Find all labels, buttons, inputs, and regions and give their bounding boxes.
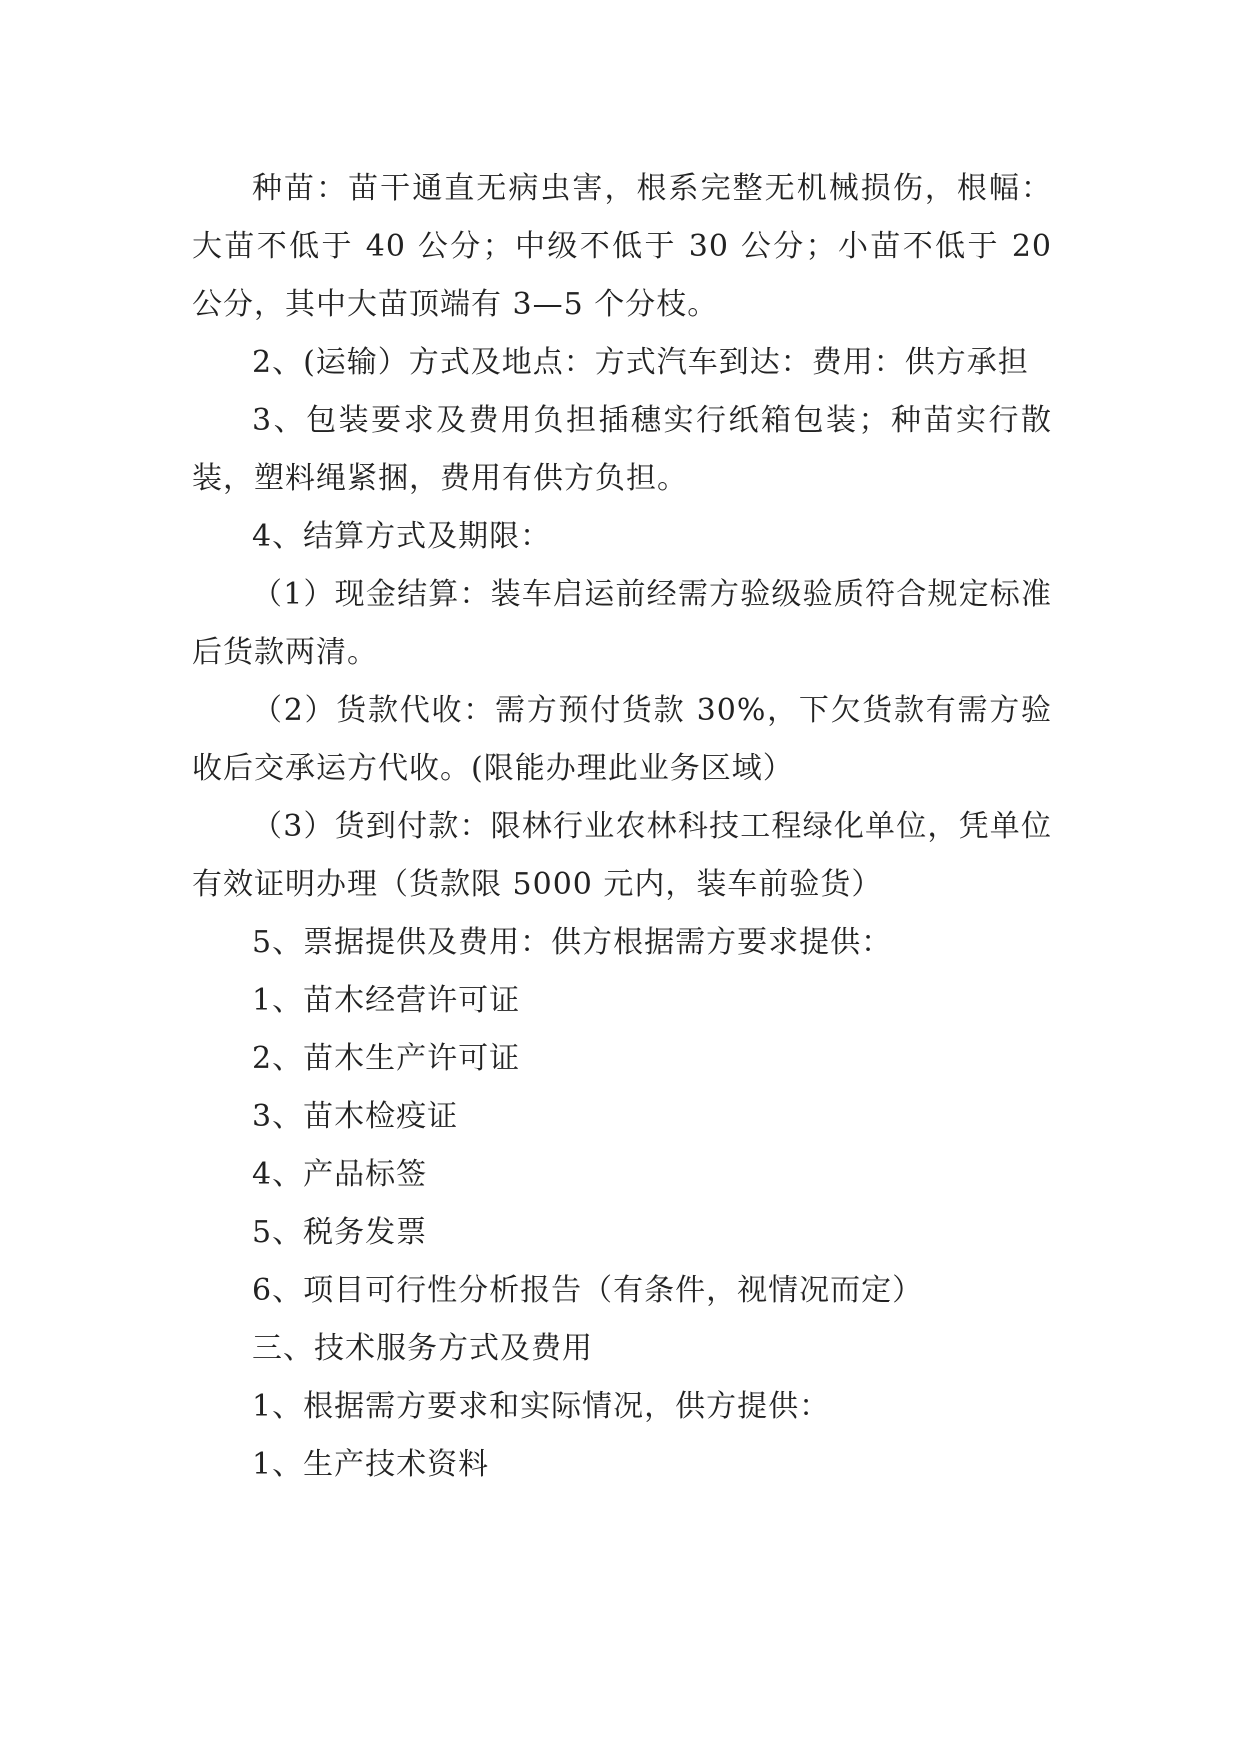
list-item-license: 1、苗木经营许可证 — [252, 983, 521, 1018]
document-body — [192, 160, 1052, 1494]
paragraph-documents-heading: 5、票据提供及费用：供方根据需方要求提供： — [252, 925, 893, 960]
list-item-tech-materials: 1、生产技术资料 — [252, 1447, 490, 1482]
paragraph-cash-settlement: （1）现金结算：装车启运前经需方验级验质符合规定标准后货款两清。 — [192, 577, 1052, 670]
paragraph-settlement-heading: 4、结算方式及期限： — [252, 519, 552, 554]
list-item-invoice: 5、税务发票 — [252, 1215, 428, 1250]
paragraph-cod: （3）货到付款：限林行业农林科技工程绿化单位，凭单位有效证明办理（货款限 5000 元内，装车前验货） — [192, 809, 1052, 902]
paragraph-tech-provision: 1、根据需方要求和实际情况，供方提供： — [252, 1389, 831, 1424]
section-heading-tech-service: 三、技术服务方式及费用 — [252, 1331, 593, 1366]
paragraph-collection: （2）货款代收：需方预付货款 30%，下欠货款有需方验收后交承运方代收。(限能办理此业务区域） — [192, 693, 1052, 786]
paragraph-transport: 2、(运输）方式及地点：方式汽车到达：费用：供方承担 — [252, 345, 1029, 380]
paragraph-seedling-standard: 种苗：苗干通直无病虫害，根系完整无机械损伤，根幅：大苗不低于 40 公分；中级不低于 30 公分；小苗不低于 20 公分，其中大苗顶端有 3—5 个分枝。 — [192, 171, 1052, 322]
list-item-production-license: 2、苗木生产许可证 — [252, 1041, 521, 1076]
list-item-quarantine: 3、苗木检疫证 — [252, 1099, 459, 1134]
list-item-label: 4、产品标签 — [252, 1157, 428, 1192]
paragraph-packaging: 3、包装要求及费用负担插穗实行纸箱包装；种苗实行散装，塑料绳紧捆，费用有供方负担。 — [192, 403, 1052, 496]
list-item-feasibility: 6、项目可行性分析报告（有条件，视情况而定） — [252, 1273, 924, 1308]
